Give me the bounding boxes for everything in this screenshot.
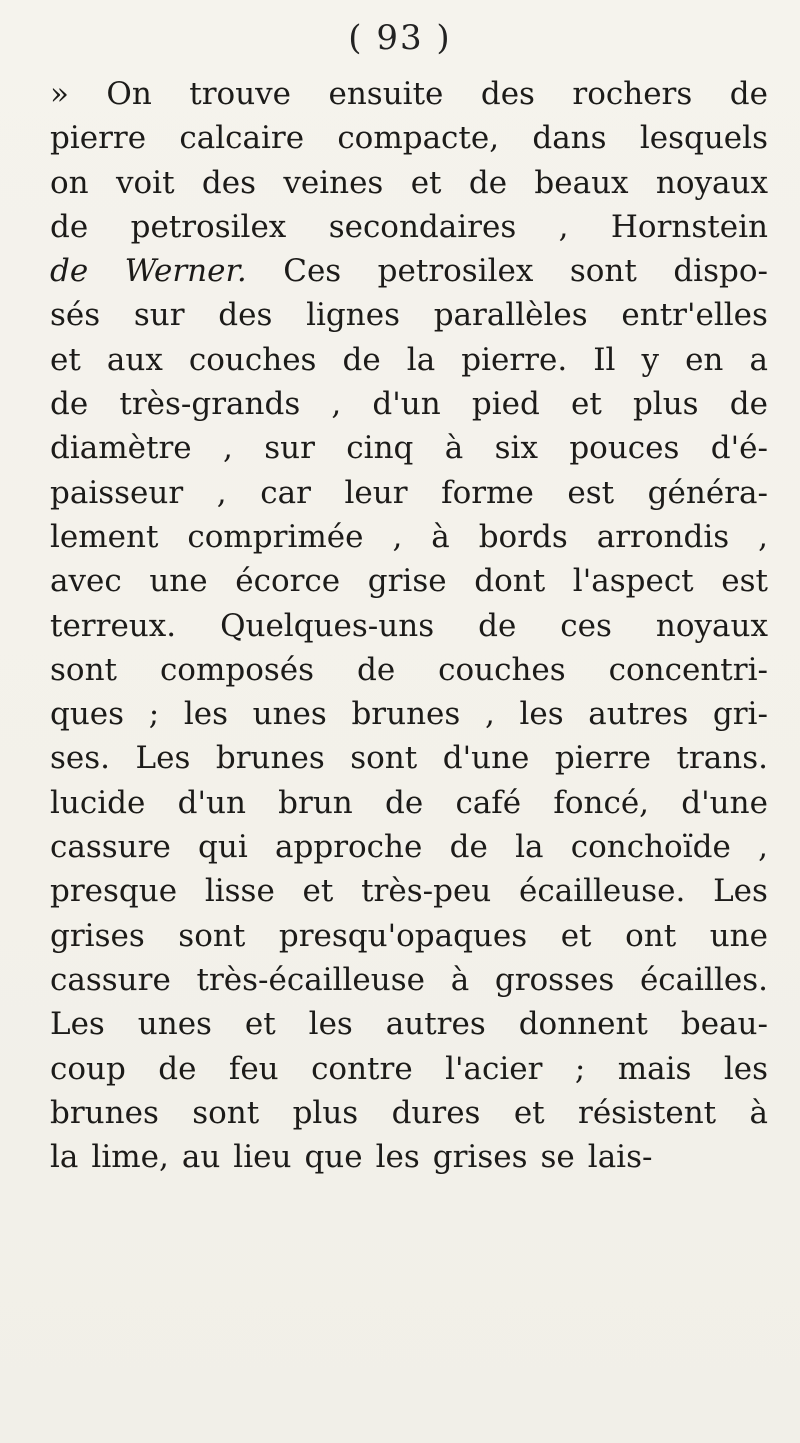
text-line: lucide d'un brun de café foncé, d'une: [50, 784, 768, 821]
text-line: grises sont presqu'opaques et ont une: [50, 917, 768, 954]
text-line: de Werner. Ces petrosilex sont dispo-: [50, 253, 768, 290]
text-line: de petrosilex secondaires , Hornstein: [50, 208, 768, 245]
text-line: diamètre , sur cinq à six pouces d'é-: [50, 430, 768, 467]
text-line: ques ; les unes brunes , les autres gri-: [50, 696, 768, 733]
text-line: et aux couches de la pierre. Il y en a: [50, 341, 768, 378]
text-line: sont composés de couches concentri-: [50, 651, 768, 688]
text-line: presque lisse et très-peu écailleuse. Les: [50, 873, 768, 910]
text-line: » On trouve ensuite des rochers de: [50, 76, 768, 112]
text-line: coup de feu contre l'acier ; mais les: [50, 1050, 768, 1087]
text-line: lement comprimée , à bords arrondis ,: [50, 518, 768, 555]
text-line: brunes sont plus dures et résistent à: [50, 1094, 768, 1131]
text-line: la lime, au lieu que les grises se lais-: [50, 1139, 653, 1176]
text-line: avec une écorce grise dont l'aspect est: [50, 563, 768, 600]
text-line: Les unes et les autres donnent beau-: [50, 1006, 768, 1043]
text-line: ses. Les brunes sont d'une pierre trans.: [50, 740, 768, 777]
page-number: ( 93 ): [348, 18, 452, 58]
text-line: paisseur , car leur forme est généra-: [50, 474, 768, 511]
text-line: cassure très-écailleuse à grosses écailles.: [50, 961, 768, 998]
text-line: terreux. Quelques-uns de ces noyaux: [50, 607, 768, 644]
text-line: cassure qui approche de la conchoïde ,: [50, 829, 768, 866]
text-line: on voit des veines et de beaux noyaux: [50, 164, 768, 201]
text-line: de très-grands , d'un pied et plus de: [50, 386, 768, 423]
body-text: [50, 72, 768, 1179]
text-line: sés sur des lignes parallèles entr'elles: [50, 297, 768, 334]
text-line: pierre calcaire compacte, dans lesquels: [50, 120, 768, 157]
